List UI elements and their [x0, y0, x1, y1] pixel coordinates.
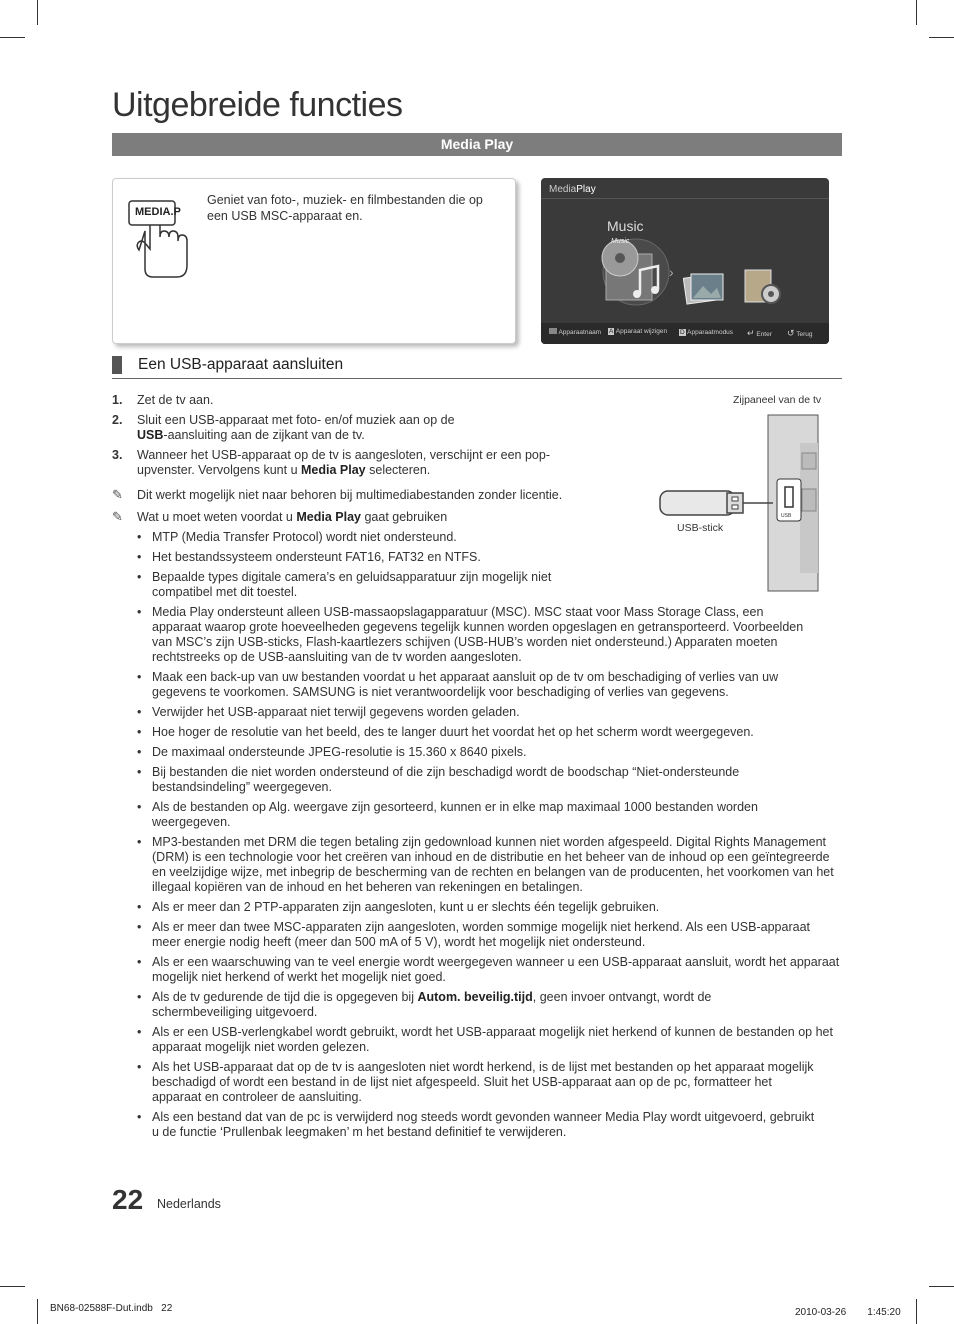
- usb-port-label: USB: [781, 513, 792, 519]
- key-guide-device-name: [549, 328, 601, 336]
- return-icon: ↺: [787, 328, 795, 338]
- crop-mark: [0, 1286, 25, 1287]
- list-item: • Als een bestand dat van de pc is verwijderd nog steeds wordt gevonden wanneer Media Play wordt uitgevoerd, gebruikt u de functie ‘Prullenbak leegmaken’ m het bestand definitief te verwijderen.: [137, 1110, 817, 1140]
- crop-mark: [916, 0, 917, 25]
- section-bar: Media Play: [112, 133, 842, 156]
- photo-icon: [683, 270, 725, 306]
- step-number: 3.: [112, 448, 123, 462]
- heading-marker: [112, 356, 122, 374]
- step-number: 1.: [112, 393, 123, 407]
- key-badge: [549, 328, 557, 334]
- media-p-button: MEDIA.P: [135, 206, 181, 218]
- list-item: • Als de bestanden op Alg. weergave zijn gesorteerd, kunnen er in elke map maximaal 1000 bestanden worden weergegeven.: [137, 800, 817, 830]
- chevron-right-icon: ›: [669, 264, 674, 280]
- music-icon: [596, 236, 676, 308]
- crop-mark: [929, 1286, 954, 1287]
- remote-hand-icon: [123, 191, 203, 281]
- list-item: • Media Play ondersteunt alleen USB-massaopslagapparatuur (MSC). MSC staat voor Mass Storage Class, een apparaat waarop grote hoeveelheden gegevens tegelijk kunnen worden opgeslagen en getransporteerd. Voorbeelden van MSC’s zijn USB-sticks, Flash-kaartlezers schijven (USB-HUB’s worden niet ondersteund.) Apparaten moeten rechtstreeks op de USB-aansluiting van de tv worden aangesloten.: [137, 605, 807, 665]
- page-number: 22: [112, 1184, 144, 1215]
- key-guide-device-mode: [679, 329, 733, 336]
- music-label: Music: [607, 218, 644, 234]
- step-text-a: Sluit een USB-apparaat met foto- en/of muziek aan op de: [137, 413, 455, 427]
- step-text: [137, 413, 477, 443]
- step-bold: USB: [137, 428, 164, 442]
- subsection-heading: [112, 354, 842, 379]
- note-text-b: gaat gebruiken: [364, 510, 448, 524]
- step-text: Zet de tv aan.: [137, 393, 214, 407]
- screen-divider: [541, 198, 829, 199]
- list-item: • De maximaal ondersteunde JPEG-resolutie is 15.360 x 8640 pixels.: [137, 745, 843, 760]
- pencil-icon: ✎: [112, 509, 123, 524]
- step-text: [137, 448, 577, 478]
- list-item: • Als er een waarschuwing van te veel energie wordt weergegeven wanneer u een USB-apparaat aansluit, wordt het apparaat mogelijk niet herkend of werkt het mogelijk niet goed.: [137, 955, 842, 985]
- key-label: Enter: [756, 331, 772, 338]
- crop-mark: [916, 1299, 917, 1324]
- crop-mark: [37, 1299, 38, 1324]
- list-item: • Als er meer dan twee MSC-apparaten zijn aangesloten, worden sommige mogelijk niet herkend. Als een USB-apparaat meer energie nodig heeft (meer dan 500 mA of 5 V), wordt het mogelijk niet ondersteund.: [137, 920, 812, 950]
- step-bold: Media Play: [301, 463, 366, 477]
- step-text-a: Wanneer het USB-apparaat op de tv is aangesloten, verschijnt er een pop-upvenster. Vervolgens kunt u: [137, 448, 550, 477]
- bullet-text-b: , geen invoer ontvangt, wordt de schermbeveiliging uitgevoerd.: [152, 990, 712, 1019]
- step-1: [112, 393, 572, 409]
- list-item: • Bepaalde types digitale camera’s en geluidsapparatuur zijn mogelijk niet compatibel met dit toestel.: [137, 570, 582, 600]
- bullet-list: [137, 530, 843, 1145]
- note-text-a: Wat u moet weten voordat u: [137, 510, 293, 524]
- note-text: Dit werkt mogelijk niet naar behoren bij multimediabestanden zonder licentie.: [137, 488, 563, 502]
- screen-title-prefix: Media: [549, 184, 577, 195]
- key-guide-enter: [747, 328, 772, 339]
- side-panel-label: Zijpaneel van de tv: [733, 394, 822, 406]
- key-badge: D: [680, 329, 685, 336]
- list-item: • Maak een back-up van uw bestanden voordat u het apparaat aansluit op de tv om beschadiging of verlies van uw gegevens te voorkomen. SAMSUNG is niet verantwoordelijk voor beschadiging of verlies van gegevens.: [137, 670, 832, 700]
- list-item: • Als er meer dan 2 PTP-apparaten zijn aangesloten, kunt u er slechts één tegelijk gebruiken.: [137, 900, 843, 915]
- screen-title: [549, 184, 596, 195]
- crop-mark: [37, 0, 38, 25]
- step-3: [112, 448, 582, 480]
- screen-title-suffix: Play: [576, 184, 596, 195]
- page-title: Uitgebreide functies: [112, 86, 403, 124]
- media-play-screen: [541, 178, 829, 344]
- list-item: • Hoe hoger de resolutie van het beeld, des te langer duurt het voordat het op het scherm wordt weergegeven.: [137, 725, 843, 740]
- pencil-icon: ✎: [112, 487, 123, 502]
- list-item: • Als het USB-apparaat dat op de tv is aangesloten niet wordt herkend, is de lijst met bestanden op het apparaat mogelijk beschadigd of wordt een bestand in de lijst niet afgespeeld. Sluit het USB-apparaat aan op de pc, formatteer het apparaat en controleer de aansluiting.: [137, 1060, 817, 1105]
- crop-mark: [0, 37, 25, 38]
- note-bold: Media Play: [296, 510, 361, 524]
- key-guide-change-device: [608, 328, 667, 335]
- note-text: [137, 510, 447, 525]
- bullet-bold: Autom. beveilig.tijd: [417, 990, 533, 1004]
- list-item: • Bij bestanden die niet worden ondersteund of die zijn beschadigd wordt de boodschap “Niet-ondersteunde bestandsindeling” weergegeven.: [137, 765, 802, 795]
- key-label: Apparaat wijzigen: [615, 328, 668, 335]
- subsection-title: Een USB-apparaat aansluiten: [138, 356, 344, 373]
- step-text-b: selecteren.: [369, 463, 431, 477]
- list-item: [137, 990, 752, 1020]
- list-item: • Het bestandssysteem ondersteunt FAT16, FAT32 en NTFS.: [137, 550, 582, 565]
- note-2: [112, 510, 572, 526]
- crop-mark: [929, 37, 954, 38]
- key-label: Apparaatnaam: [558, 329, 602, 336]
- footer-file: BN68-02588F-Dut.indb 22: [50, 1303, 173, 1314]
- list-item: • MTP (Media Transfer Protocol) wordt niet ondersteund.: [137, 530, 582, 545]
- settings-icon: [741, 266, 785, 306]
- bullet-text-a: Als de tv gedurende de tijd die is opgegeven bij: [152, 990, 414, 1004]
- list-item: • MP3-bestanden met DRM die tegen betaling zijn gedownload kunnen niet worden afgespeeld. Digital Rights Management (DRM) is een technologie voor het creëren van inhoud en de distributie en het beheer van de inhoud op een geïntegreerde en veelzijdige wijze, met inbegrip de bescherming van de rechten en belangen van de producenten, het voorkomen van het illegaal kopiëren van de inhoud en het beheren van rekeningen en betalingen.: [137, 835, 842, 895]
- key-label: Terug: [796, 331, 813, 338]
- step-2: [112, 413, 572, 445]
- note-1: [112, 488, 602, 504]
- key-guide-return: [787, 328, 813, 339]
- key-label: Apparaatmodus: [687, 329, 734, 336]
- list-item: • Als er een USB-verlengkabel wordt gebruikt, wordt het USB-apparaat mogelijk niet herkend of kunnen de bestanden op het apparaat mogelijk niet worden gelezen.: [137, 1025, 843, 1055]
- enter-icon: ↵: [747, 328, 755, 338]
- list-item: • Verwijder het USB-apparaat niet terwijl gegevens worden geladen.: [137, 705, 843, 720]
- language-label: Nederlands: [157, 1197, 221, 1211]
- step-text-b: -aansluiting aan de zijkant van de tv.: [163, 428, 365, 442]
- intro-text: Geniet van foto-, muziek- en filmbestanden die op een USB MSC-apparaat en.: [207, 193, 483, 223]
- key-badge: A: [609, 328, 614, 335]
- disc-label: Music: [611, 238, 630, 245]
- usb-stick-label: USB-stick: [677, 522, 724, 534]
- intro-box: [112, 178, 516, 344]
- footer-date: 2010-03-26 1:45:20: [795, 1307, 901, 1318]
- step-number: 2.: [112, 413, 123, 427]
